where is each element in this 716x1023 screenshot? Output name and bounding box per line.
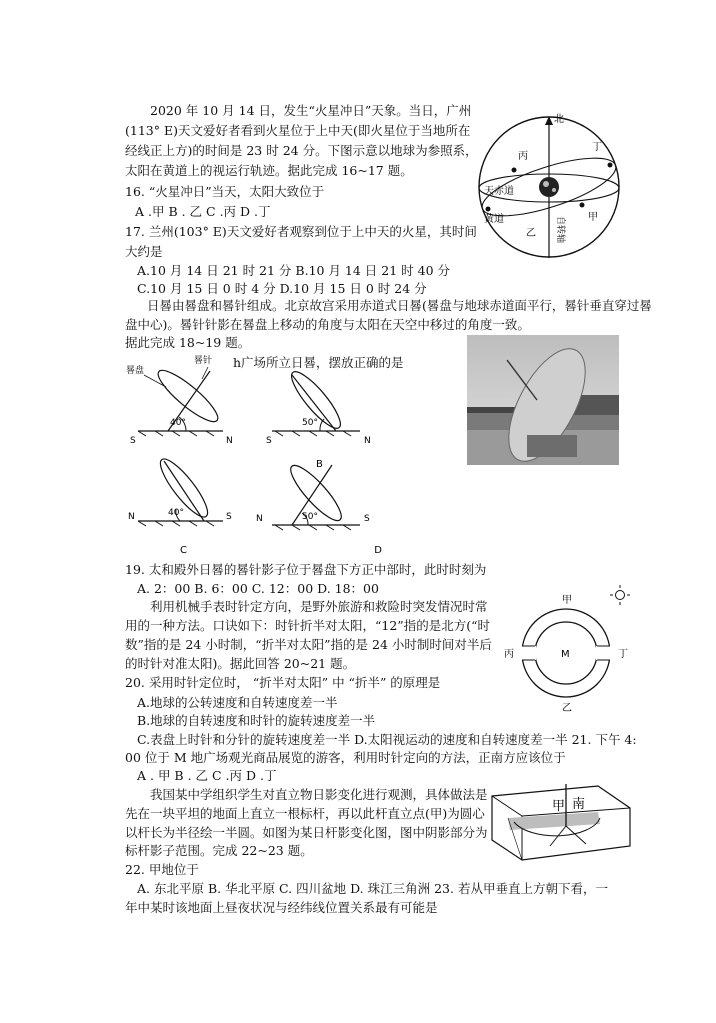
- fig1-axis-label: 自转轴: [555, 216, 565, 244]
- q20-option-cd-q21: C.表盘上时针和分针的旋转速度差一半 D.太阳视运动的速度和自转速度差一半 21. 下午 4:: [137, 732, 637, 747]
- q21-options: A . 甲 B . 乙 C .丙 D .丁: [137, 768, 277, 783]
- q18-stem: h广场所立日晷，摆放正确的是: [233, 355, 404, 370]
- intro2-line2: 盘中心)。晷针针影在晷盘上移动的角度与太阳在天空中移过的角度一致。: [125, 317, 530, 332]
- fig3-jia-label: 甲: [562, 595, 572, 606]
- intro3-line4: 的时针对准太阳)。据此回答 20~21 题。: [125, 656, 356, 671]
- intro2-line1: 日晷由晷盘和晷针组成。北京故宫采用赤道式日晷(晷盘与地球赤道面平行，晷针垂直穿过晷: [147, 298, 652, 313]
- q17-option-ab: A.10 月 14 日 21 时 21 分 B.10 月 14 日 21 时 40 分: [137, 263, 451, 278]
- q22-stem: 22. 甲地位于: [125, 862, 199, 877]
- sun-icon: [610, 585, 630, 605]
- fig4-nan-label: 南: [572, 797, 586, 812]
- option-c-left-dir: N: [128, 512, 135, 522]
- option-a-left-dir: S: [130, 436, 136, 446]
- intro3-line2: 用的一种方法。口诀如下：时针折半对太阳，“12”指的是北方(“时: [125, 618, 490, 633]
- q19-stem: 19. 太和殿外日晷的晷针影子位于晷盘下方正中部时，此时时刻为: [125, 562, 487, 577]
- fig3-yi-label: 乙: [562, 703, 572, 713]
- fig1-ding-label: 丁: [592, 142, 602, 153]
- q17-stem-2: 大约是: [125, 244, 163, 259]
- option-a-angle: 40°: [170, 418, 186, 428]
- celestial-sphere-figure: [474, 108, 624, 266]
- sundial-photo: [467, 335, 619, 465]
- intro3-line3: 数”指的是 24 小时制，“折半对太阳”指的是 24 小时制时间对半后: [125, 637, 492, 652]
- fig1-north-label: 北: [554, 114, 564, 125]
- fig1-ecliptic-label: 黄道: [484, 214, 504, 225]
- option-b-right-dir: N: [364, 436, 371, 446]
- intro3-line1: 利用机械手表时针定方向，是野外旅游和救险时突发情况时常: [150, 599, 488, 614]
- gui-pan-label: 晷盘: [126, 366, 145, 376]
- option-d-label: D: [374, 545, 382, 553]
- fig3-ding-label: 丁: [618, 649, 628, 660]
- q17-stem-1: 17. 兰州(103° E)天文爱好者观察到位于上中天的火星，其时间: [125, 224, 477, 239]
- intro1-line2: (113° E)天文爱好者看到火星位于上中天(即火星位于当地所在: [125, 123, 471, 138]
- option-b-left-dir: S: [266, 436, 272, 446]
- q20-stem: 20. 采用时针定位时， “折半对太阳” 中 “折半” 的原理是: [125, 675, 441, 690]
- intro4-line3: 以杆长为半径绘一半圆。如图为某日杆影变化图，图中阴影部分为: [125, 825, 488, 840]
- q19-options: A. 2：00 B. 6：00 C. 12：00 D. 18：00: [137, 581, 379, 596]
- sundial-options-figure: [120, 353, 382, 553]
- q20-option-a: A.地球的公转速度和自转速度差一半: [137, 695, 338, 710]
- sundial-option-a: [126, 354, 233, 446]
- sundial-option-d: [256, 460, 382, 553]
- option-d-right-dir: S: [364, 514, 370, 524]
- option-c-label: C: [180, 545, 187, 553]
- sundial-option-c: [128, 453, 232, 553]
- option-c-angle: 40°: [168, 508, 184, 518]
- shadow-board-figure: [488, 778, 634, 878]
- gui-zhen-label: 晷针: [194, 356, 213, 366]
- q22-options-q23: A. 东北平原 B. 华北平原 C. 四川盆地 D. 珠江三角洲 23. 若从甲垂直上方朝下看，一: [137, 881, 608, 896]
- option-c-right-dir: S: [226, 512, 232, 522]
- option-a-right-dir: N: [226, 436, 233, 446]
- fig1-jia-label: 甲: [588, 212, 598, 223]
- intro1-line1: 2020 年 10 月 14 日，发生“火星冲日”天象。当日，广州: [150, 103, 472, 118]
- q16-stem: 16. “火星冲日”当天，太阳大致位于: [125, 184, 325, 199]
- fig1-equator-label: 天赤道: [484, 186, 514, 197]
- intro4-line4: 标杆影子范围。完成 22~23 题。: [125, 843, 313, 858]
- option-d-angle: 50°: [302, 512, 318, 522]
- option-b-label: B: [316, 459, 323, 470]
- q17-option-cd: C.10 月 15 日 0 时 4 分 D.10 月 15 日 0 时 24 分: [137, 281, 427, 296]
- intro4-line2: 先在一块平坦的地面上直立一根标杆，再以此杆直立点(甲)为圆心: [125, 806, 485, 821]
- fig1-yi-label: 乙: [526, 228, 536, 239]
- q21-stem: 00 位于 M 地广场观光商品展览的游客，利用时针定向的方法，正南方应该位于: [125, 750, 566, 765]
- watch-dial-figure: [500, 583, 632, 713]
- fig4-jia-label: 甲: [552, 799, 566, 814]
- sundial-option-b: [266, 366, 371, 470]
- intro4-line1: 我国某中学组织学生对直立物日影变化进行观测，具体做法是: [150, 787, 488, 802]
- option-b-angle: 50°: [302, 418, 318, 428]
- fig3-bing-label: 丙: [504, 649, 514, 660]
- option-d-left-dir: N: [256, 514, 263, 524]
- q16-options: A .甲 B . 乙 C .丙 D .丁: [135, 204, 271, 219]
- fig1-bing-label: 丙: [518, 151, 528, 162]
- q23-stem: 年中某时该地面上昼夜状况与经纬线位置关系最有可能是: [125, 900, 438, 915]
- intro1-line4: 太阳在黄道上的视运行轨迹。据此完成 16~17 题。: [125, 163, 413, 178]
- fig3-m-label: M: [561, 649, 570, 660]
- q20-option-b: B.地球的自转速度和时针的旋转速度差一半: [137, 713, 376, 728]
- intro1-line3: 经线正上方)的时间是 23 时 24 分。下图示意以地球为参照系，: [125, 143, 478, 158]
- intro2-line3: 据此完成 18~19 题。: [125, 335, 251, 350]
